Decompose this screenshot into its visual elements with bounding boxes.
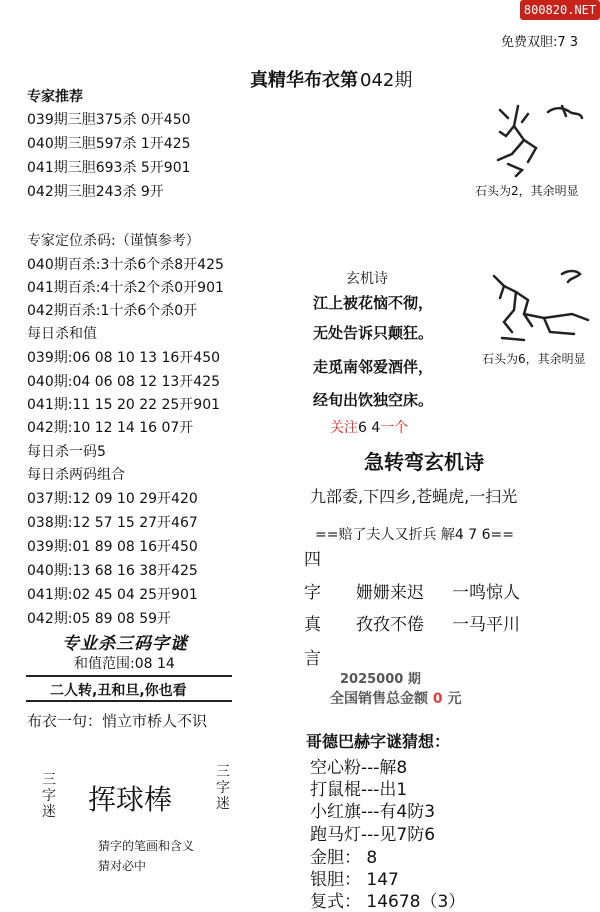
goethe-line: 金胆： 8 bbox=[310, 848, 378, 868]
row-char: 言 bbox=[304, 649, 321, 669]
follow-digits: 6 4 bbox=[358, 420, 381, 436]
idiom-a: 姗姗来迟 bbox=[356, 583, 424, 603]
sales-unit: 元 bbox=[447, 691, 462, 707]
site-badge[interactable]: 800820.NET bbox=[520, 0, 600, 20]
poem-line: 经旬出饮独空床。 bbox=[313, 391, 434, 409]
position-line: 040期百杀:3十杀6个杀8开425 bbox=[27, 257, 224, 273]
title-text: 真精华布衣第 bbox=[250, 70, 358, 91]
daily-two-line: 039期:01 89 08 16开450 bbox=[27, 539, 198, 555]
free-pick: 免费双胆:7 3 bbox=[500, 35, 578, 50]
goethe-line: 打鼠棍---出1 bbox=[310, 780, 408, 800]
sales-amount: 0 bbox=[432, 691, 443, 707]
sales-issue: 2025000 期 bbox=[340, 672, 421, 687]
expert-line: 040期三胆597杀 1开425 bbox=[27, 136, 191, 152]
daily-one: 每日杀一码5 bbox=[27, 444, 106, 460]
stone-caption: 石头为2，其余明显 bbox=[475, 184, 579, 198]
issue-number: 042期 bbox=[360, 70, 413, 91]
goethe-title: 哥德巴赫字谜猜想： bbox=[306, 732, 451, 751]
poem-line: 江上被花恼不彻， bbox=[313, 294, 434, 312]
four-char-row bbox=[304, 578, 520, 603]
sales-label: 全国销售总金额 bbox=[330, 691, 428, 707]
divider bbox=[26, 700, 232, 702]
three-char-label-left: 三字迷 bbox=[42, 772, 56, 820]
big-riddle-word: 挥球棒 bbox=[88, 783, 173, 816]
position-line: 041期百杀:4十杀2个杀0开901 bbox=[27, 280, 224, 296]
position-header: 专家定位杀码:（谨慎参考） bbox=[27, 233, 200, 249]
turn-title: 急转弯玄机诗 bbox=[364, 450, 484, 474]
three-char-label-right: 三字迷 bbox=[216, 764, 230, 812]
idiom-a: 孜孜不倦 bbox=[356, 615, 424, 635]
row-char: 字 bbox=[304, 583, 321, 603]
expert-line: 039期三胆375杀 0开450 bbox=[27, 112, 191, 128]
stone-caption: 石头为6，其余明显 bbox=[482, 352, 586, 366]
daily-two-header: 每日杀两码组合 bbox=[27, 467, 125, 483]
sales-line bbox=[330, 688, 462, 708]
four-char-row bbox=[304, 610, 520, 635]
riddle-line: 二人转,丑和旦,你也看 bbox=[50, 683, 187, 699]
four-char-row bbox=[304, 644, 321, 669]
position-line: 042期百杀:1十杀6个杀0开 bbox=[27, 303, 198, 319]
hint-line: 猜对必中 bbox=[98, 859, 147, 873]
goethe-line: 银胆： 147 bbox=[310, 870, 399, 890]
daily-sum-header: 每日杀和值 bbox=[27, 326, 97, 342]
buyi-line: 布衣一句：悄立市桥人不识 bbox=[27, 712, 208, 730]
poem-title: 玄机诗 bbox=[346, 271, 388, 287]
idiom-b: 一马平川 bbox=[452, 615, 520, 635]
daily-sum-line: 040期:04 06 08 12 13开425 bbox=[27, 374, 221, 390]
goethe-line: 跑马灯---见7防6 bbox=[310, 825, 436, 845]
daily-two-line: 037期:12 09 10 29开420 bbox=[27, 491, 198, 507]
riddle-title: 专业杀三码字谜 bbox=[62, 634, 188, 654]
expert-line: 041期三胆693杀 5开901 bbox=[27, 160, 191, 176]
daily-two-line: 040期:13 68 16 38开425 bbox=[27, 563, 198, 579]
daily-two-line: 041期:02 45 04 25开901 bbox=[27, 587, 198, 603]
turn-line: 九部委,下四乡,苍蝇虎,一扫光 bbox=[310, 487, 518, 506]
poem-line: 走觅南邻爱酒伴， bbox=[313, 358, 434, 376]
page-title bbox=[250, 66, 412, 92]
goethe-line: 空心粉---解8 bbox=[310, 758, 408, 778]
daily-sum-line: 041期:11 15 20 22 25开901 bbox=[27, 397, 221, 413]
four-char-row bbox=[304, 545, 321, 570]
poem-line: 无处告诉只颠狂。 bbox=[313, 324, 434, 342]
expert-line: 042期三胆243杀 9开 bbox=[27, 184, 164, 200]
hint-line: 猜字的笔画和含义 bbox=[98, 839, 195, 853]
follow-label: 关注 bbox=[330, 420, 358, 436]
row-char: 四 bbox=[304, 550, 321, 570]
follow-line bbox=[330, 417, 408, 437]
row-char: 真 bbox=[304, 615, 321, 635]
follow-tail: 一个 bbox=[380, 420, 409, 436]
divider bbox=[26, 675, 232, 677]
lost-line: ==赔了夫人又折兵 解4 7 6== bbox=[315, 527, 514, 543]
stone-sketch-2 bbox=[484, 262, 594, 344]
goethe-line: 小红旗---有4防3 bbox=[310, 802, 436, 822]
daily-two-line: 042期:05 89 08 59开 bbox=[27, 611, 172, 627]
daily-two-line: 038期:12 57 15 27开467 bbox=[27, 515, 198, 531]
daily-sum-line: 042期:10 12 14 16 07开 bbox=[27, 420, 194, 436]
goethe-line: 复式： 14678（3） bbox=[310, 892, 466, 912]
idiom-b: 一鸣惊人 bbox=[452, 583, 520, 603]
sum-range: 和值范围:08 14 bbox=[74, 656, 175, 672]
stone-sketch-1 bbox=[478, 96, 590, 178]
daily-sum-line: 039期:06 08 10 13 16开450 bbox=[27, 350, 221, 366]
expert-header: 专家推荐 bbox=[27, 89, 83, 105]
